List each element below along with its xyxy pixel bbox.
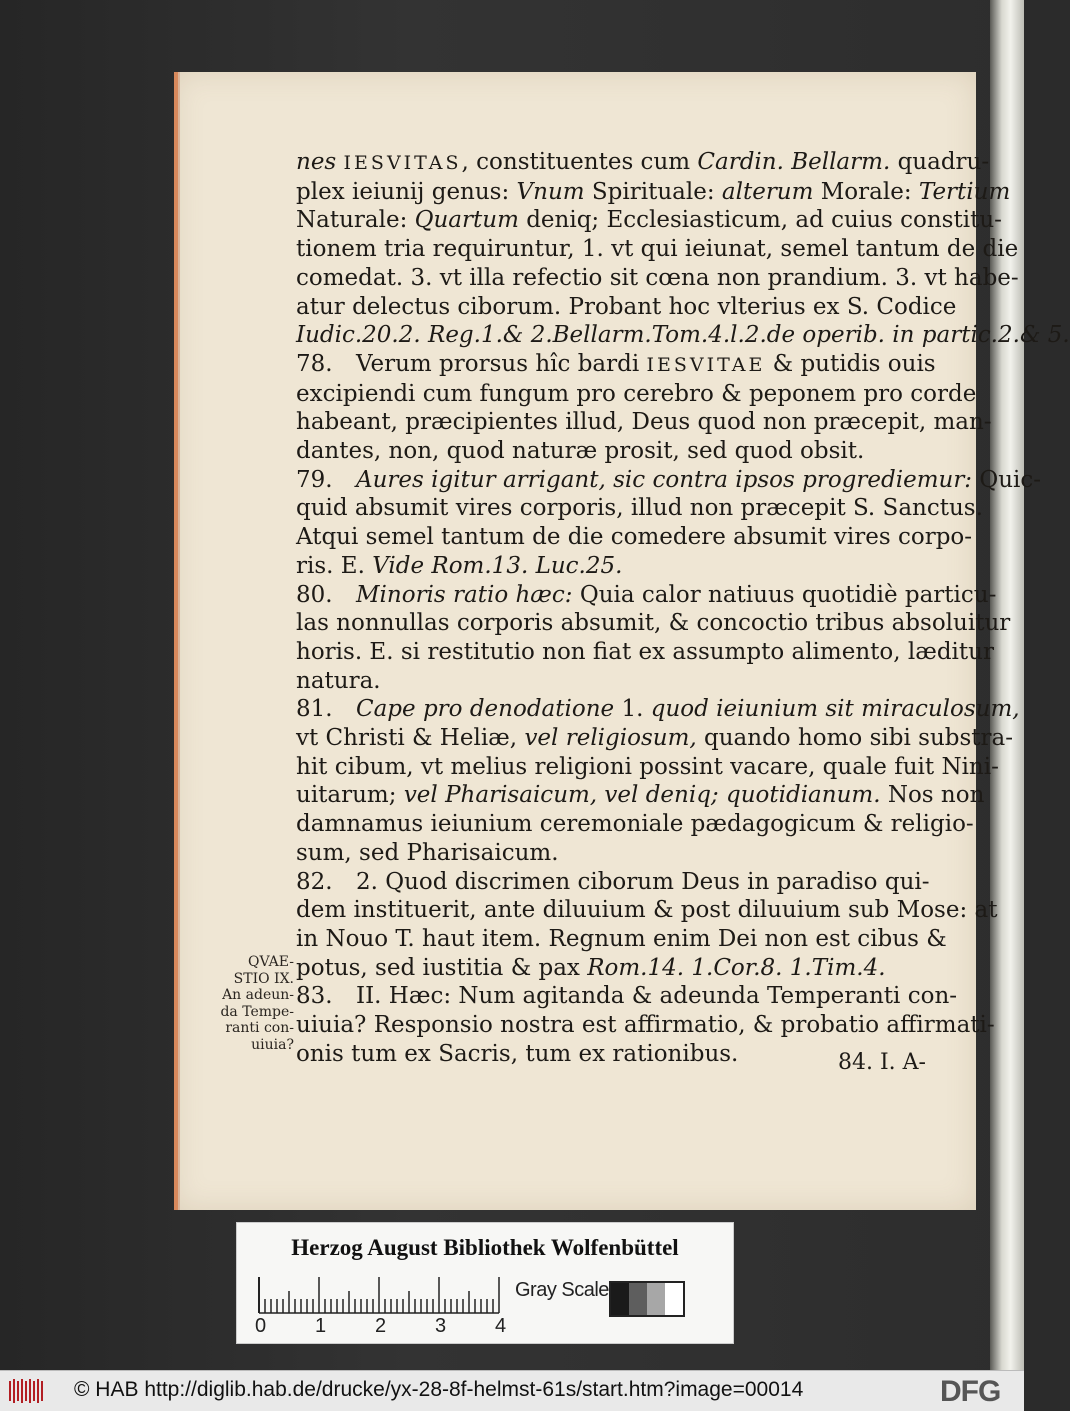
paragraph-number: 81. — [296, 696, 333, 723]
text-segment: habeant, præcipientes illud, Deus quod non præcepit, man- — [296, 409, 992, 436]
text-line — [296, 581, 997, 610]
text-segment: Morale: — [813, 178, 919, 205]
ruler-label: 1 — [315, 1315, 327, 1337]
text-segment: dem instituerit, ante diluuium & post diluuium sub Mose: at — [296, 897, 998, 924]
text-line — [296, 380, 977, 409]
text-segment: , constituentes cum — [461, 149, 698, 175]
text-segment: natura. — [296, 667, 381, 694]
text-line — [296, 1011, 995, 1040]
text-segment: atur delectus ciborum. Probant hoc vlterius ex S. Codice — [296, 293, 957, 320]
ruler-label: 0 — [255, 1315, 267, 1337]
text-segment: uiuia? Responsio nostra est affirmatio, & probatio affirmati- — [296, 1012, 995, 1039]
text-segment: uitarum; — [296, 782, 404, 809]
text-segment: las nonnullas corporis absumit, & concoctio tribus absoluitur — [296, 610, 1011, 637]
text-segment: vt Christi & Heliæ, — [296, 725, 525, 752]
text-segment: vel Pharisaicum, vel deniq; quotidianum. — [403, 782, 881, 809]
text-line — [296, 235, 1019, 264]
gray-swatch — [611, 1283, 629, 1315]
text-segment: onis tum ex Sacris, tum ex rationibus. — [296, 1040, 739, 1067]
text-segment: plex ieiunij genus: — [296, 178, 517, 205]
text-line — [296, 148, 990, 178]
text-line — [296, 954, 926, 983]
paragraph-number: 79. — [296, 466, 333, 493]
ruler-label: 3 — [435, 1315, 447, 1337]
text-segment: IESVITAS — [343, 152, 462, 174]
paragraph-number: 78. — [296, 350, 333, 377]
text-line — [296, 206, 1002, 235]
text-line — [296, 810, 974, 839]
text-segment: nes — [296, 149, 344, 175]
library-label-card — [236, 1222, 734, 1344]
text-segment: Cardin. Bellarm. — [697, 149, 891, 175]
text-segment: Quia calor natiuus quotidiè particu- — [572, 581, 997, 608]
text-segment: damnamus ieiunium ceremoniale pædagogicum & religio- — [296, 811, 974, 838]
text-segment: Tertium — [918, 178, 1011, 205]
catchword: 84. I. A- — [838, 1050, 926, 1075]
text-segment: Quic- — [972, 466, 1042, 493]
text-segment: Vnum — [516, 178, 585, 205]
text-segment: quod ieiunium sit miraculosum, — [650, 696, 1020, 723]
text-line — [296, 1040, 926, 1069]
copyright-url-link[interactable]: © HAB http://diglib.hab.de/drucke/yx-28-8f-helmst-61s/start.htm?image=00014 — [74, 1378, 804, 1401]
text-line — [296, 896, 998, 925]
text-segment: sum, sed Pharisaicum. — [296, 839, 559, 866]
hab-logo-icon — [6, 1377, 46, 1405]
text-line — [296, 667, 926, 696]
margin-note-line: QVAE- — [248, 954, 294, 970]
margin-note-line: STIO IX. — [233, 970, 294, 987]
text-line — [296, 638, 994, 667]
text-segment: Quartum — [414, 207, 519, 234]
text-segment: Atqui semel tantum de die comedere absumit vires corpo- — [296, 524, 973, 551]
text-segment: alterum — [721, 178, 814, 205]
scale-ruler — [259, 1275, 499, 1315]
ruler-label: 2 — [375, 1315, 387, 1337]
text-segment: ris. E. — [296, 552, 373, 579]
text-line — [296, 868, 930, 897]
text-segment: in Nouo T. haut item. Regnum enim Dei non est cibus & — [296, 925, 947, 952]
text-segment: Minoris ratio hæc: — [356, 581, 573, 608]
text-segment: Cape pro denodatione — [356, 696, 615, 723]
text-line — [296, 925, 947, 954]
text-segment: quando homo sibi substra- — [696, 725, 1013, 752]
margin-note-line: da Tempe- — [220, 1003, 294, 1020]
text-line — [296, 293, 957, 322]
margin-note-line: ranti con- — [225, 1020, 294, 1036]
library-title: Herzog August Bibliothek Wolfenbüttel — [291, 1235, 679, 1260]
text-segment: potus, sed iustitia & pax — [296, 954, 588, 981]
text-line — [296, 466, 1042, 495]
text-segment: excipiendi cum fungum pro cerebro & peponem pro corde — [296, 380, 977, 407]
gray-scale-label: Gray Scale — [515, 1279, 609, 1301]
page-text — [296, 148, 1070, 1069]
text-line — [296, 695, 1020, 724]
text-line — [296, 408, 992, 437]
text-segment: deniq; Ecclesiasticum, ad cuius constitu- — [518, 207, 1002, 234]
ruler-label: 4 — [495, 1315, 507, 1337]
text-segment: Aures igitur arrigant, sic contra ipsos progrediemur: — [356, 466, 973, 493]
text-segment: Iudic.20.2. Reg.1.& 2.Bellarm.Tom.4.l.2.de operib. in partic.2.& 5. — [296, 322, 1070, 349]
text-segment: Vide Rom.13. Luc.25. — [372, 552, 623, 579]
margin-note — [198, 954, 294, 1053]
text-segment: vel religiosum, — [524, 725, 697, 752]
page-edge-stain — [174, 72, 178, 1210]
text-line — [296, 982, 958, 1011]
text-line — [296, 523, 973, 552]
text-segment: & putidis ouis — [765, 350, 936, 377]
text-line — [296, 264, 1019, 293]
gray-swatch — [647, 1283, 665, 1315]
text-segment: Rom.14. 1.Cor.8. 1.Tim.4. — [587, 954, 886, 981]
text-segment: 1. — [614, 696, 651, 723]
text-segment: quid absumit vires corporis, illud non præcepit S. Sanctus. — [296, 495, 983, 522]
text-segment: quadru- — [890, 149, 990, 175]
gray-swatch — [629, 1283, 647, 1315]
paragraph-number: 80. — [296, 581, 333, 608]
text-line — [296, 609, 1011, 638]
text-line — [296, 350, 936, 380]
text-segment: comedat. 3. vt illa refectio sit cœna non prandium. 3. vt habe- — [296, 264, 1019, 291]
margin-note-line: An adeun- — [222, 987, 294, 1003]
text-line — [296, 839, 926, 868]
text-segment: IESVITAE — [646, 353, 766, 376]
text-line — [296, 753, 999, 782]
gray-swatch — [665, 1283, 683, 1315]
text-segment: II. Hæc: Num agitanda & adeunda Temperanti con- — [356, 983, 958, 1010]
text-line — [296, 781, 985, 810]
text-segment: Naturale: — [296, 207, 415, 234]
text-line — [296, 494, 983, 523]
text-line — [296, 724, 1013, 753]
paragraph-number: 82. — [296, 868, 333, 895]
text-segment: Spirituale: — [584, 178, 722, 205]
paragraph-number: 83. — [296, 983, 333, 1010]
text-segment: tionem tria requiruntur, 1. vt qui ieiunat, semel tantum de die — [296, 236, 1019, 263]
text-segment: 2. Quod discrimen ciborum Deus in paradiso qui- — [356, 868, 930, 895]
text-line — [296, 437, 926, 466]
text-line — [296, 178, 1011, 207]
gray-scale-swatch — [609, 1281, 685, 1317]
text-segment: Verum prorsus hîc bardi — [356, 350, 647, 377]
text-segment: horis. E. si restitutio non fiat ex assumpto alimento, læditur — [296, 638, 994, 665]
text-line — [296, 552, 926, 581]
text-segment: dantes, non, quod naturæ prosit, sed quod obsit. — [296, 438, 865, 465]
text-segment: Nos non — [880, 782, 985, 809]
margin-note-line: uiuia? — [251, 1036, 294, 1053]
dfg-logo: DFG — [940, 1375, 1001, 1408]
ruler-labels — [255, 1315, 515, 1339]
adjacent-page-edge — [990, 0, 1024, 1370]
text-line — [296, 321, 1070, 350]
text-segment: hit cibum, vt melius religioni possint vacare, quale fuit Nini- — [296, 753, 999, 780]
footer-bar — [0, 1370, 1024, 1411]
